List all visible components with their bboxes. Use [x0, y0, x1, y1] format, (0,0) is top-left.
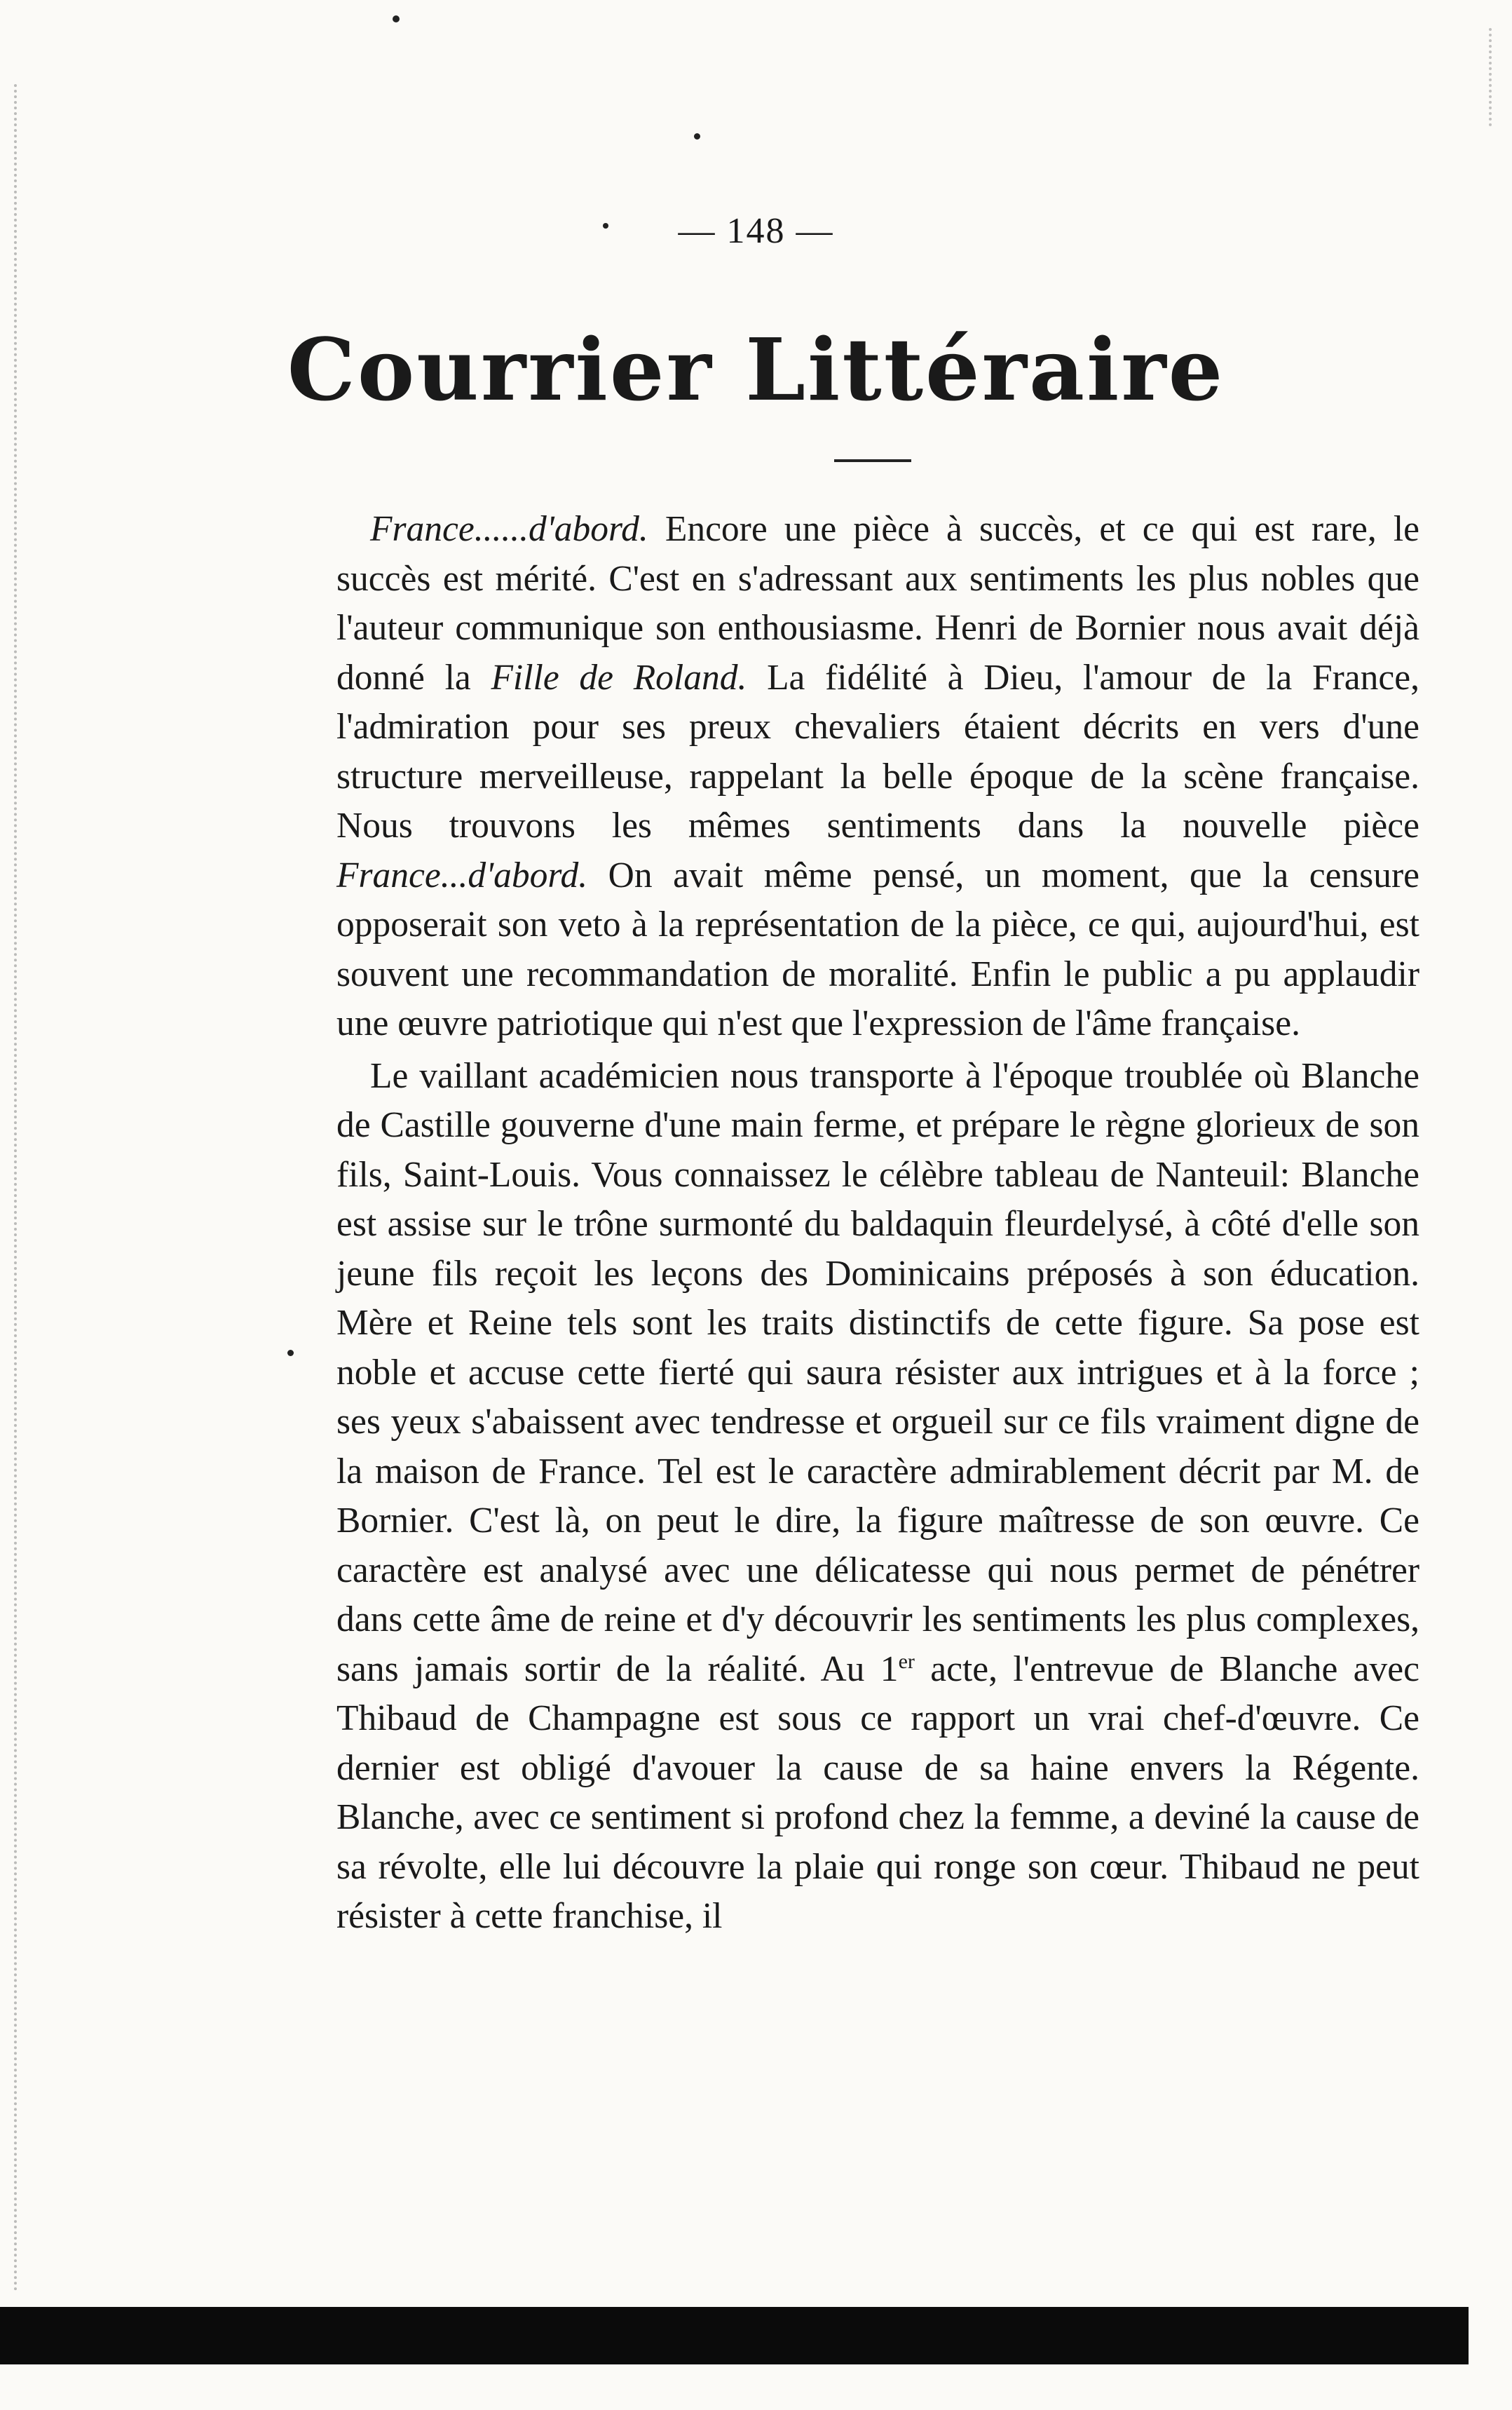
- paragraph-text: La fidélité à Dieu, l'amour de la France, l'admiration pour ses preux chevaliers étaient décrits en vers d'une structure merveilleuse, rappelant la belle époque de la scène française. Nous trouvons les mêmes sentiments dans la nouvelle pièce: [336, 657, 1419, 846]
- paragraph-text: acte, l'entrevue de Blanche avec Thibaud de Champagne est sous ce rapport un vrai chef-d'œuvre. Ce dernier est obligé d'avouer la cause de sa haine envers la Régente. Blanche, avec ce sentiment si profond chez la femme, a deviné la cause de sa révolte, elle lui découvre la plaie qui ronge son cœur. Thibaud ne peut résister à cette franchise, il: [336, 1649, 1420, 1936]
- paragraph-text: On avait même pensé, un moment, que la censure opposerait son veto à la représentation de la pièce, ce qui, aujourd'hui, est souvent une recommandation de moralité. Enfin le public a pu applaudir une œuvre patriotique qui n'est que l'expression de l'âme française.: [336, 855, 1419, 1043]
- page-number: — 148 —: [678, 211, 834, 251]
- title-divider: [834, 459, 911, 462]
- paragraph: [336, 1052, 1419, 1942]
- italic-play-title: France...d'abord.: [336, 855, 588, 895]
- page-title: Courrier Littéraire: [287, 319, 1225, 420]
- ordinal-superscript: er: [898, 1649, 915, 1673]
- italic-lead: France......d'abord.: [370, 509, 648, 549]
- italic-work-title: Fille de Roland.: [491, 657, 747, 698]
- paragraph-text: Le vaillant académicien nous transporte à l'époque troublée où Blanche de Castille gouverne d'une main ferme, et prépare le règne glorieux de son fils, Saint-Louis. Vous connaissez le célèbre tableau de Nanteuil: Blanche est assise sur le trône surmonté du baldaquin fleurdelysé, à côté d'elle son jeune fils reçoit les leçons des Dominicains préposés à son éducation. Mère et Reine tels sont les traits distinctifs de cette figure. Sa pose est noble et accuse cette fierté qui saura résister aux intrigues et à la force ; ses yeux s'abaissent avec tendresse et orgueil sur ce fils vraiment digne de la maison de France. Tel est le caractère admirablement décrit par M. de Bornier. C'est là, on peut le dire, la figure maîtresse de son œuvre. Ce caractère est analysé avec une délicatesse qui nous permet de pénétrer dans cette âme de reine et d'y découvrir les sentiments les plus complexes, sans jamais sortir de la réalité. Au 1: [336, 1055, 1419, 1689]
- paragraph: [336, 505, 1419, 1049]
- paragraph-text: Encore une pièce à succès, et ce qui est rare, le succès est mérité. C'est en s'adressant aux sentiments les plus nobles que l'auteur communique son enthousiasme. Henri de Bornier nous avait déjà donné la: [336, 509, 1419, 698]
- scan-speck: [287, 1350, 294, 1356]
- article-body: [336, 505, 1419, 1942]
- scan-speck: [694, 133, 700, 140]
- right-edge-scan-artifact: [1489, 28, 1494, 126]
- scan-speck: [393, 15, 400, 22]
- scan-bottom-bar: [0, 2307, 1469, 2364]
